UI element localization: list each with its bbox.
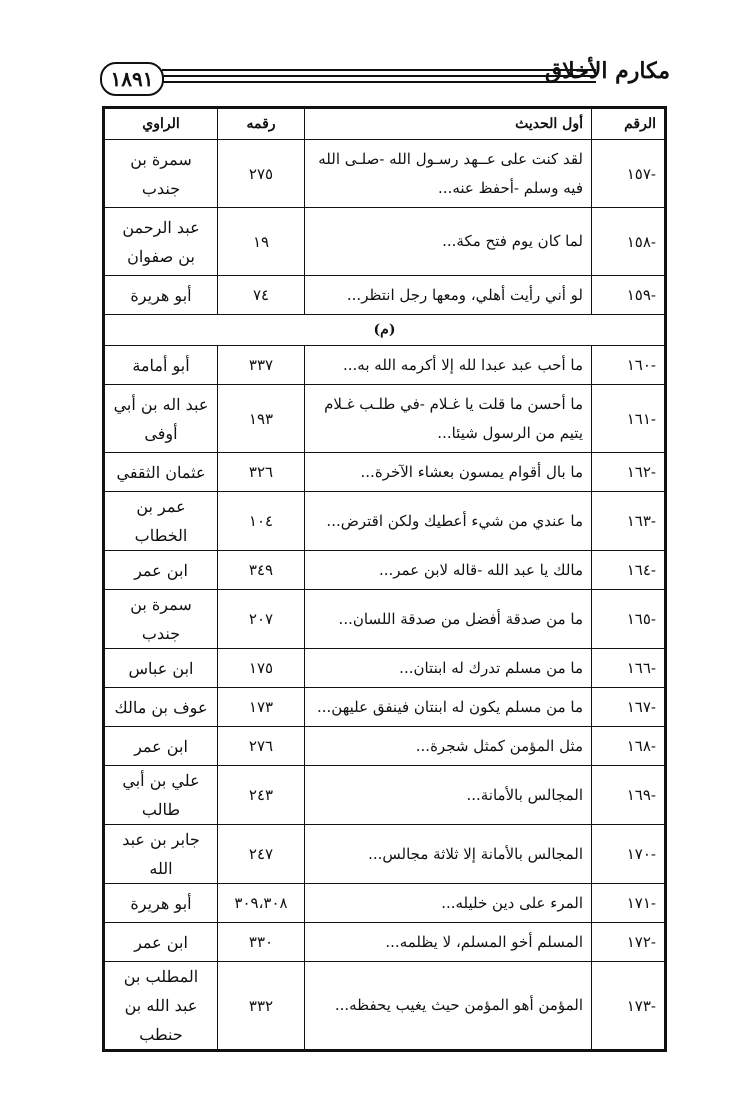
table-header-row (104, 108, 666, 140)
hadith-ref: ٣٢٦ (218, 453, 305, 492)
narrator: ابن عمر (104, 727, 218, 766)
hadith-ref: ١٩ (218, 208, 305, 276)
table-row (104, 276, 666, 315)
hadith-opening: لما كان يوم فتح مكة... (305, 208, 592, 276)
col-header-narrator: الراوي (104, 108, 218, 140)
table-row (104, 208, 666, 276)
page-number: ١٨٩١ (100, 62, 164, 96)
narrator: أبو أمامة (104, 346, 218, 385)
table-row (104, 492, 666, 551)
col-header-ref: رقمه (218, 108, 305, 140)
narrator: عثمان الثقفي (104, 453, 218, 492)
hadith-ref: ٢٧٦ (218, 727, 305, 766)
table-row (104, 346, 666, 385)
hadith-opening: المؤمن أهو المؤمن حيث يغيب يحفظه... (305, 962, 592, 1051)
section-label: (م) (104, 315, 666, 346)
narrator: جابر بن عبد الله (104, 825, 218, 884)
narrator: عبد اله بن أبي أوفى (104, 385, 218, 453)
header-rule (162, 69, 596, 83)
row-number: -١٦٨ (592, 727, 666, 766)
table-row (104, 453, 666, 492)
hadith-ref: ٣٤٩ (218, 551, 305, 590)
hadith-ref: ٣٣٧ (218, 346, 305, 385)
hadith-opening: لو أني رأيت أهلي، ومعها رجل انتظر... (305, 276, 592, 315)
col-header-number: الرقم (592, 108, 666, 140)
hadith-opening: ما من صدقة أفضل من صدقة اللسان... (305, 590, 592, 649)
hadith-ref: ٧٤ (218, 276, 305, 315)
hadith-ref: ١٧٥ (218, 649, 305, 688)
row-number: -١٦٦ (592, 649, 666, 688)
table-row (104, 923, 666, 962)
page-header (100, 58, 670, 98)
hadith-opening: ما من مسلم تدرك له ابنتان... (305, 649, 592, 688)
hadith-ref: ٢٤٣ (218, 766, 305, 825)
hadith-opening: مثل المؤمن كمثل شجرة... (305, 727, 592, 766)
narrator: عوف بن مالك (104, 688, 218, 727)
row-number: -١٦٥ (592, 590, 666, 649)
hadith-ref: ١٠٤ (218, 492, 305, 551)
hadith-ref: ٣٠٩،٣٠٨ (218, 884, 305, 923)
row-number: -١٦٣ (592, 492, 666, 551)
hadith-opening: مالك يا عبد الله -قاله لابن عمر... (305, 551, 592, 590)
hadith-opening: المجالس بالأمانة إلا ثلاثة مجالس... (305, 825, 592, 884)
narrator: أبو هريرة (104, 884, 218, 923)
row-number: -١٦٢ (592, 453, 666, 492)
row-number: -١٧٣ (592, 962, 666, 1051)
table-row (104, 825, 666, 884)
table-row (104, 385, 666, 453)
table-row (104, 766, 666, 825)
narrator: ابن عباس (104, 649, 218, 688)
hadith-opening: المسلم أخو المسلم، لا يظلمه... (305, 923, 592, 962)
table-row (104, 962, 666, 1051)
row-number: -١٧٢ (592, 923, 666, 962)
hadith-opening: المرء على دين خليله... (305, 884, 592, 923)
hadith-index-table (102, 106, 667, 1052)
hadith-ref: ٣٣٢ (218, 962, 305, 1051)
table-row (104, 140, 666, 208)
row-number: -١٦٩ (592, 766, 666, 825)
narrator: المطلب بن عبد الله بن حنطب (104, 962, 218, 1051)
row-number: -١٦٤ (592, 551, 666, 590)
hadith-ref: ٢٧٥ (218, 140, 305, 208)
narrator: عبد الرحمن بن صفوان (104, 208, 218, 276)
section-row (104, 315, 666, 346)
hadith-ref: ٢٠٧ (218, 590, 305, 649)
narrator: سمرة بن جندب (104, 140, 218, 208)
book-title: مكارم الأخلاق (545, 58, 670, 84)
hadith-opening: ما أحسن ما قلت يا غـلام -في طلـب غـلام يتيم من الرسول شيئا... (305, 385, 592, 453)
narrator: علي بن أبي طالب (104, 766, 218, 825)
row-number: -١٦٧ (592, 688, 666, 727)
hadith-opening: ما بال أقوام يمسون بعشاء الآخرة... (305, 453, 592, 492)
table-row (104, 590, 666, 649)
hadith-opening: لقد كنت على عــهد رسـول الله -صلـى الله فيه وسلم -أحفظ عنه... (305, 140, 592, 208)
hadith-opening: المجالس بالأمانة... (305, 766, 592, 825)
narrator: عمر بن الخطاب (104, 492, 218, 551)
hadith-opening: ما عندي من شيء أعطيك ولكن اقترض... (305, 492, 592, 551)
row-number: -١٧٠ (592, 825, 666, 884)
narrator: أبو هريرة (104, 276, 218, 315)
table-row (104, 551, 666, 590)
row-number: -١٧١ (592, 884, 666, 923)
row-number: -١٥٨ (592, 208, 666, 276)
hadith-ref: ٢٤٧ (218, 825, 305, 884)
row-number: -١٥٩ (592, 276, 666, 315)
table-row (104, 727, 666, 766)
row-number: -١٦١ (592, 385, 666, 453)
row-number: -١٥٧ (592, 140, 666, 208)
hadith-opening: ما أحب عبد عبدا لله إلا أكرمه الله به... (305, 346, 592, 385)
narrator: ابن عمر (104, 923, 218, 962)
col-header-hadith: أول الحديث (305, 108, 592, 140)
narrator: ابن عمر (104, 551, 218, 590)
narrator: سمرة بن جندب (104, 590, 218, 649)
table-row (104, 688, 666, 727)
table-row (104, 649, 666, 688)
hadith-ref: ١٩٣ (218, 385, 305, 453)
table-row (104, 884, 666, 923)
hadith-opening: ما من مسلم يكون له ابنتان فينفق عليهن... (305, 688, 592, 727)
row-number: -١٦٠ (592, 346, 666, 385)
hadith-ref: ١٧٣ (218, 688, 305, 727)
hadith-ref: ٣٣٠ (218, 923, 305, 962)
